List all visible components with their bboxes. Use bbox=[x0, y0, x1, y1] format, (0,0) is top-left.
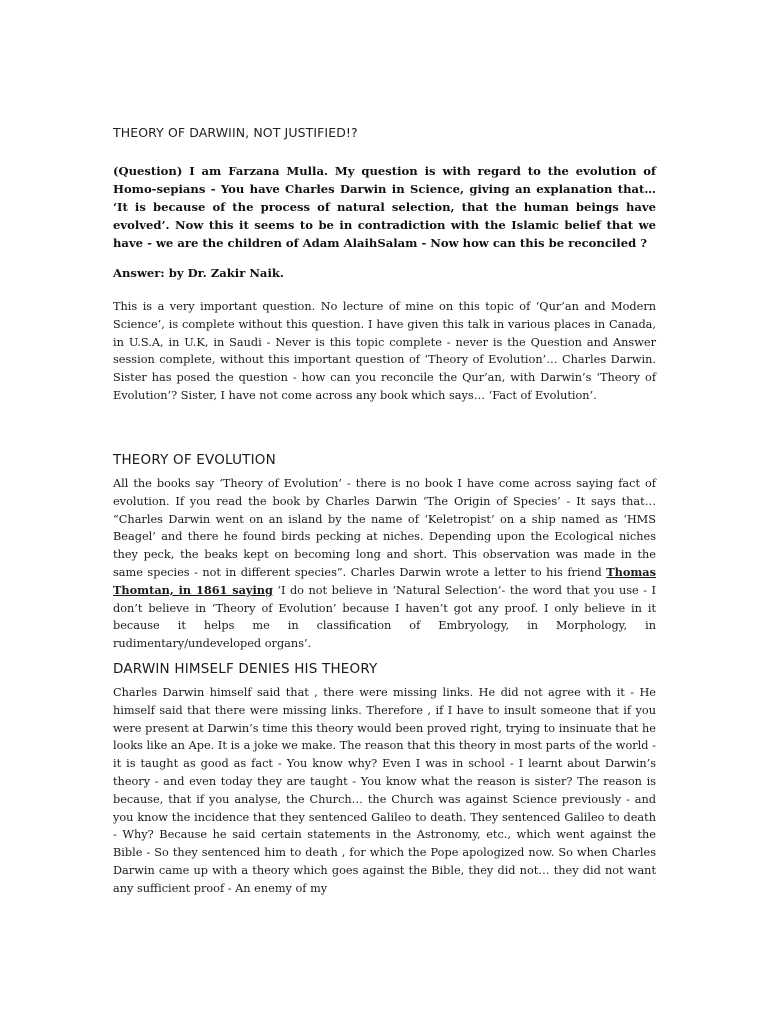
emphasized-citation: Thomas Thomtan, in 1861 saying bbox=[113, 564, 656, 597]
paragraph-text-after: ‘I do not believe in ‘Natural Selection’- the word that you use - I don’t believe in ‘Theory of Evolution’ because I haven’t got any proof. I only believe in it because it helps me in classification of Embryology, in Morphology, in rudimentary/undeveloped organs’. bbox=[113, 583, 656, 651]
section-heading-theory-of-evolution: THEORY OF EVOLUTION bbox=[113, 452, 276, 468]
document-title: THEORY OF DARWIIN, NOT JUSTIFIED!? bbox=[113, 125, 358, 140]
darwin-denies-paragraph: Charles Darwin himself said that , there were missing links. He did not agree with it - He himself said that there were missing links. Therefore , if I have to insult someone that if you were present at Darwin’s time this theory would been proved right, trying to insinuate that he looks like an Ape. It is a joke we make. The reason that this theory in most parts of the world - it is taught as good as fact - You know why? Even I was in school - I learnt about Darwin’s theory - and even today they are taught - You know what the reason is sister? The reason is because, that if you analyse, the Church… the Church was against Science previously - and you know the incidence that they sentenced Galileo to death. They sentenced Galileo to death - Why? Because he said certain statements in the Astronomy, etc., which went against the Bible - So they sentenced him to death , for which the Pope apologized now. So when Charles Darwin came up with a theory which goes against the Bible, they did not… they did not want any sufficient proof - An enemy of my bbox=[113, 686, 656, 895]
intro-paragraph: This is a very important question. No lecture of mine on this topic of ‘Qur’an and Modern Science’, is complete without this question. I have given this talk in various places in Canada, in U.S.A, in U.K, in Saudi - Never is this topic complete - never is the Question and Answer session complete, without this important question of ‘Theory of Evolution’… Charles Darwin. Sister has posed the question - how can you reconcile the Qur’an, with Darwin’s ‘Theory of Evolution’? Sister, I have not come across any book which says… ‘Fact of Evolution’. bbox=[113, 300, 656, 402]
paragraph-text-before: All the books say ‘Theory of Evolution’ - there is no book I have come across saying fact of evolution. If you read the book by Charles Darwin ‘The Origin of Species’ - It says that… “Charles Darwin went on an island by the name of ‘Keletropist’ on a ship named as ‘HMS Beagel’ and there he found birds pecking at niches. Depending upon the Ecological niches they peck, the beaks kept on becoming long and short. This observation was made in the same species - not in different species”. Charles Darwin wrote a letter to his friend bbox=[113, 477, 656, 579]
question-paragraph: (Question) I am Farzana Mulla. My question is with regard to the evolution of Homo-sepians - You have Charles Darwin in Science, giving an explanation that… ‘It is because of the process of natural selection, that the human beings have evolved’. Now this it seems to be in contradiction with the Islamic belief that we have - we are the children of Adam AlaihSalam - Now how can this be reconciled ? bbox=[113, 164, 656, 250]
answer-attribution: Answer: by Dr. Zakir Naik. bbox=[113, 266, 284, 280]
section-heading-darwin-denies: DARWIN HIMSELF DENIES HIS THEORY bbox=[113, 661, 378, 677]
theory-of-evolution-paragraph bbox=[113, 475, 656, 653]
